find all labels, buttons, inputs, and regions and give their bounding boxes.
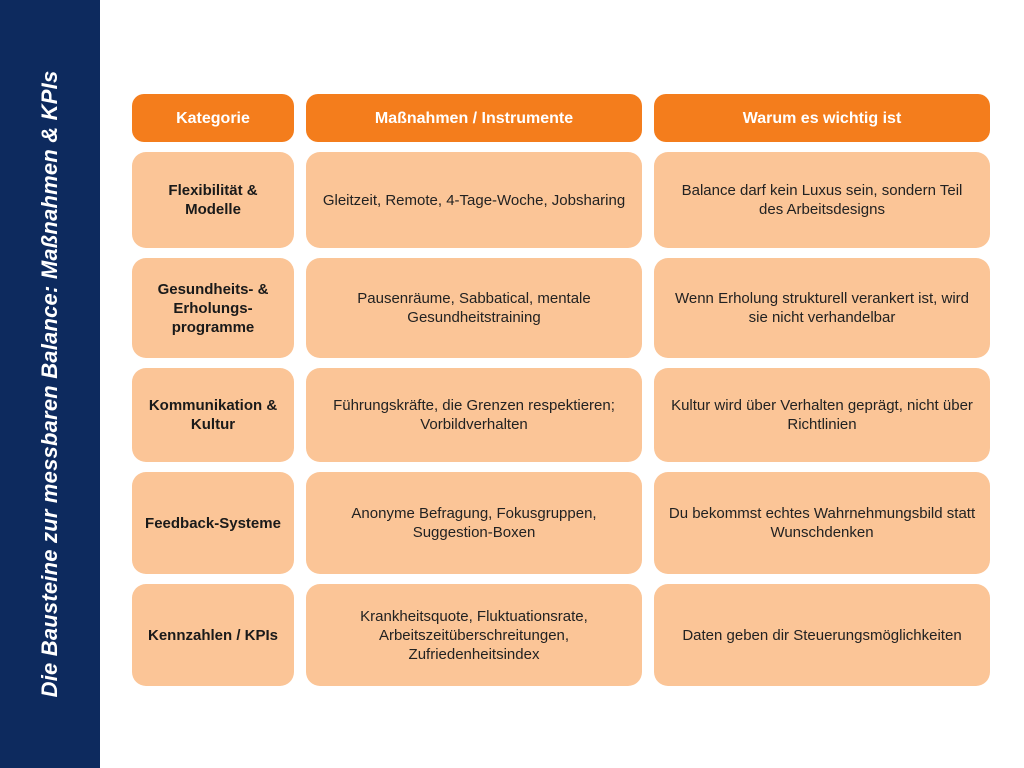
row-measures: Führungskräfte, die Grenzen respektieren; Vorbildverhalten	[306, 368, 642, 462]
row-category: Flexibilität & Modelle	[132, 152, 294, 248]
row-measures: Gleitzeit, Remote, 4-Tage-Woche, Jobsharing	[306, 152, 642, 248]
row-measures: Pausenräume, Sabbatical, mentale Gesundheitstraining	[306, 258, 642, 358]
row-category: Kennzahlen / KPIs	[132, 584, 294, 686]
row-why: Kultur wird über Verhalten geprägt, nicht über Richtlinien	[654, 368, 990, 462]
row-why: Daten geben dir Steuerungsmöglichkeiten	[654, 584, 990, 686]
row-why: Wenn Erholung strukturell verankert ist, wird sie nicht verhandelbar	[654, 258, 990, 358]
row-measures: Anonyme Befragung, Fokusgruppen, Suggestion-Boxen	[306, 472, 642, 574]
page-title: Die Bausteine zur messbaren Balance: Maßnahmen & KPIs	[37, 70, 62, 698]
row-why: Du bekommst echtes Wahrnehmungsbild statt Wunschdenken	[654, 472, 990, 574]
header-measures: Maßnahmen / Instrumente	[306, 94, 642, 142]
row-measures: Krankheitsquote, Fluktuationsrate, Arbeitszeitüberschreitungen, Zufriedenheitsindex	[306, 584, 642, 686]
sidebar	[0, 0, 100, 768]
measures-table	[132, 94, 990, 686]
row-category: Kommunikation & Kultur	[132, 368, 294, 462]
row-category: Feedback-Systeme	[132, 472, 294, 574]
header-category: Kategorie	[132, 94, 294, 142]
row-why: Balance darf kein Luxus sein, sondern Teil des Arbeitsdesigns	[654, 152, 990, 248]
row-category: Gesundheits- & Erholungs-programme	[132, 258, 294, 358]
header-why: Warum es wichtig ist	[654, 94, 990, 142]
